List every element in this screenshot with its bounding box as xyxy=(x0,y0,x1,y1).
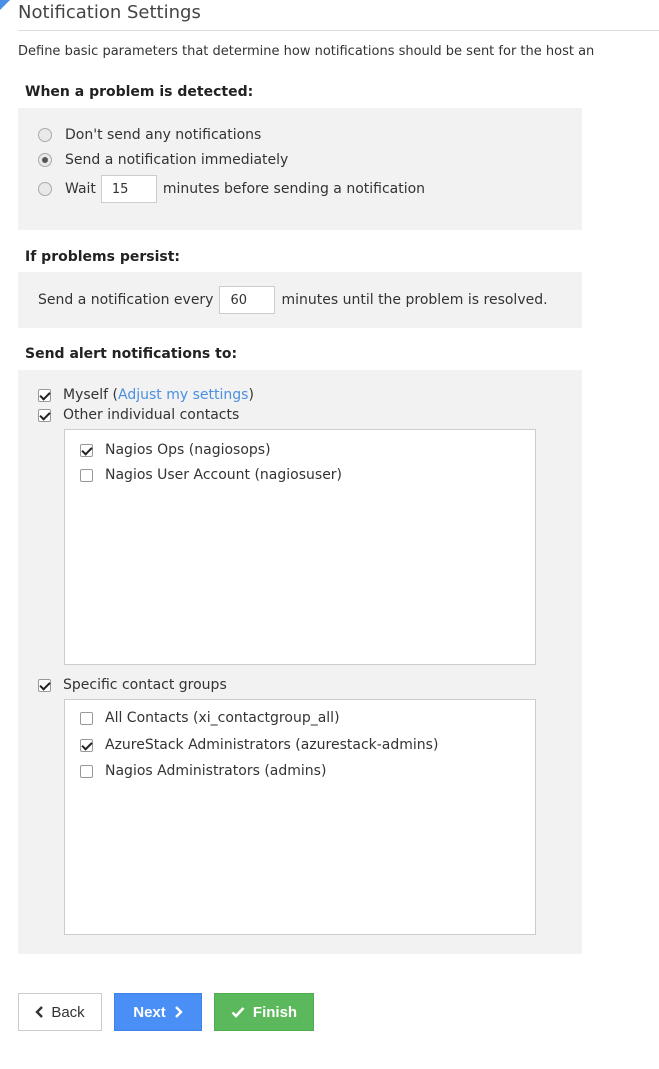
adjust-settings-link[interactable]: Adjust my settings xyxy=(118,387,249,403)
back-button-label: Back xyxy=(51,1003,85,1021)
contact-groups-checkbox[interactable] xyxy=(38,679,51,692)
problem-detected-heading: When a problem is detected: xyxy=(25,84,254,100)
check-icon xyxy=(231,1006,245,1018)
option-send-immediately-label: Send a notification immediately xyxy=(65,152,289,168)
list-item[interactable] xyxy=(80,467,342,483)
group-label: AzureStack Administrators (azurestack-admins) xyxy=(105,737,439,753)
option-wait-label: Wait xyxy=(65,181,96,197)
persist-label: Send a notification every xyxy=(38,292,214,308)
list-item[interactable] xyxy=(80,737,438,753)
next-button[interactable] xyxy=(114,993,202,1031)
page-title: Notification Settings xyxy=(18,2,201,23)
group-label: All Contacts (xi_contactgroup_all) xyxy=(105,710,340,726)
contact-groups-row[interactable] xyxy=(38,677,227,693)
contact-checkbox[interactable] xyxy=(80,469,93,482)
contact-groups-label: Specific contact groups xyxy=(63,677,227,693)
group-label: Nagios Administrators (admins) xyxy=(105,763,327,779)
renotify-minutes-input[interactable] xyxy=(219,286,275,314)
myself-row[interactable] xyxy=(38,387,254,403)
back-button[interactable] xyxy=(18,993,102,1031)
option-wait-suffix: minutes before sending a notification xyxy=(162,181,426,197)
next-button-label: Next xyxy=(133,1003,166,1021)
finish-button[interactable] xyxy=(214,993,314,1031)
group-checkbox[interactable] xyxy=(80,712,93,725)
chevron-left-icon xyxy=(35,1006,45,1018)
myself-checkbox[interactable] xyxy=(38,389,51,402)
wait-minutes-input[interactable] xyxy=(101,175,157,203)
contact-label: Nagios Ops (nagiosops) xyxy=(105,442,271,458)
contact-label: Nagios User Account (nagiosuser) xyxy=(105,467,343,483)
option-wait[interactable] xyxy=(38,175,425,203)
myself-label: Myself ( xyxy=(63,387,119,403)
option-send-immediately[interactable] xyxy=(38,152,288,168)
myself-label-end: ) xyxy=(248,387,254,403)
option-no-notifications-label: Don't send any notifications xyxy=(65,127,262,143)
persist-suffix: minutes until the problem is resolved. xyxy=(281,292,548,308)
group-checkbox[interactable] xyxy=(80,739,93,752)
persist-row xyxy=(38,286,548,314)
radio-wait[interactable] xyxy=(38,182,52,196)
individual-contacts-list[interactable] xyxy=(64,429,536,665)
intro-text: Define basic parameters that determine how notifications should be sent for the host an xyxy=(18,44,595,59)
individual-contacts-checkbox[interactable] xyxy=(38,409,51,422)
corner-accent xyxy=(0,0,10,10)
contact-checkbox[interactable] xyxy=(80,444,93,457)
list-item[interactable] xyxy=(80,710,340,726)
finish-button-label: Finish xyxy=(252,1003,298,1021)
option-no-notifications[interactable] xyxy=(38,127,261,143)
individual-contacts-row[interactable] xyxy=(38,407,239,423)
alerts-heading: Send alert notifications to: xyxy=(25,346,238,362)
group-checkbox[interactable] xyxy=(80,765,93,778)
contact-groups-list[interactable] xyxy=(64,699,536,935)
persist-panel xyxy=(18,272,582,328)
radio-send-immediately[interactable] xyxy=(38,153,52,167)
title-divider xyxy=(18,30,659,31)
chevron-right-icon xyxy=(173,1006,183,1018)
problem-detected-panel xyxy=(18,108,582,230)
list-item[interactable] xyxy=(80,763,326,779)
list-item[interactable] xyxy=(80,442,271,458)
radio-no-notifications[interactable] xyxy=(38,128,52,142)
individual-contacts-label: Other individual contacts xyxy=(63,407,240,423)
persist-heading: If problems persist: xyxy=(25,249,181,265)
